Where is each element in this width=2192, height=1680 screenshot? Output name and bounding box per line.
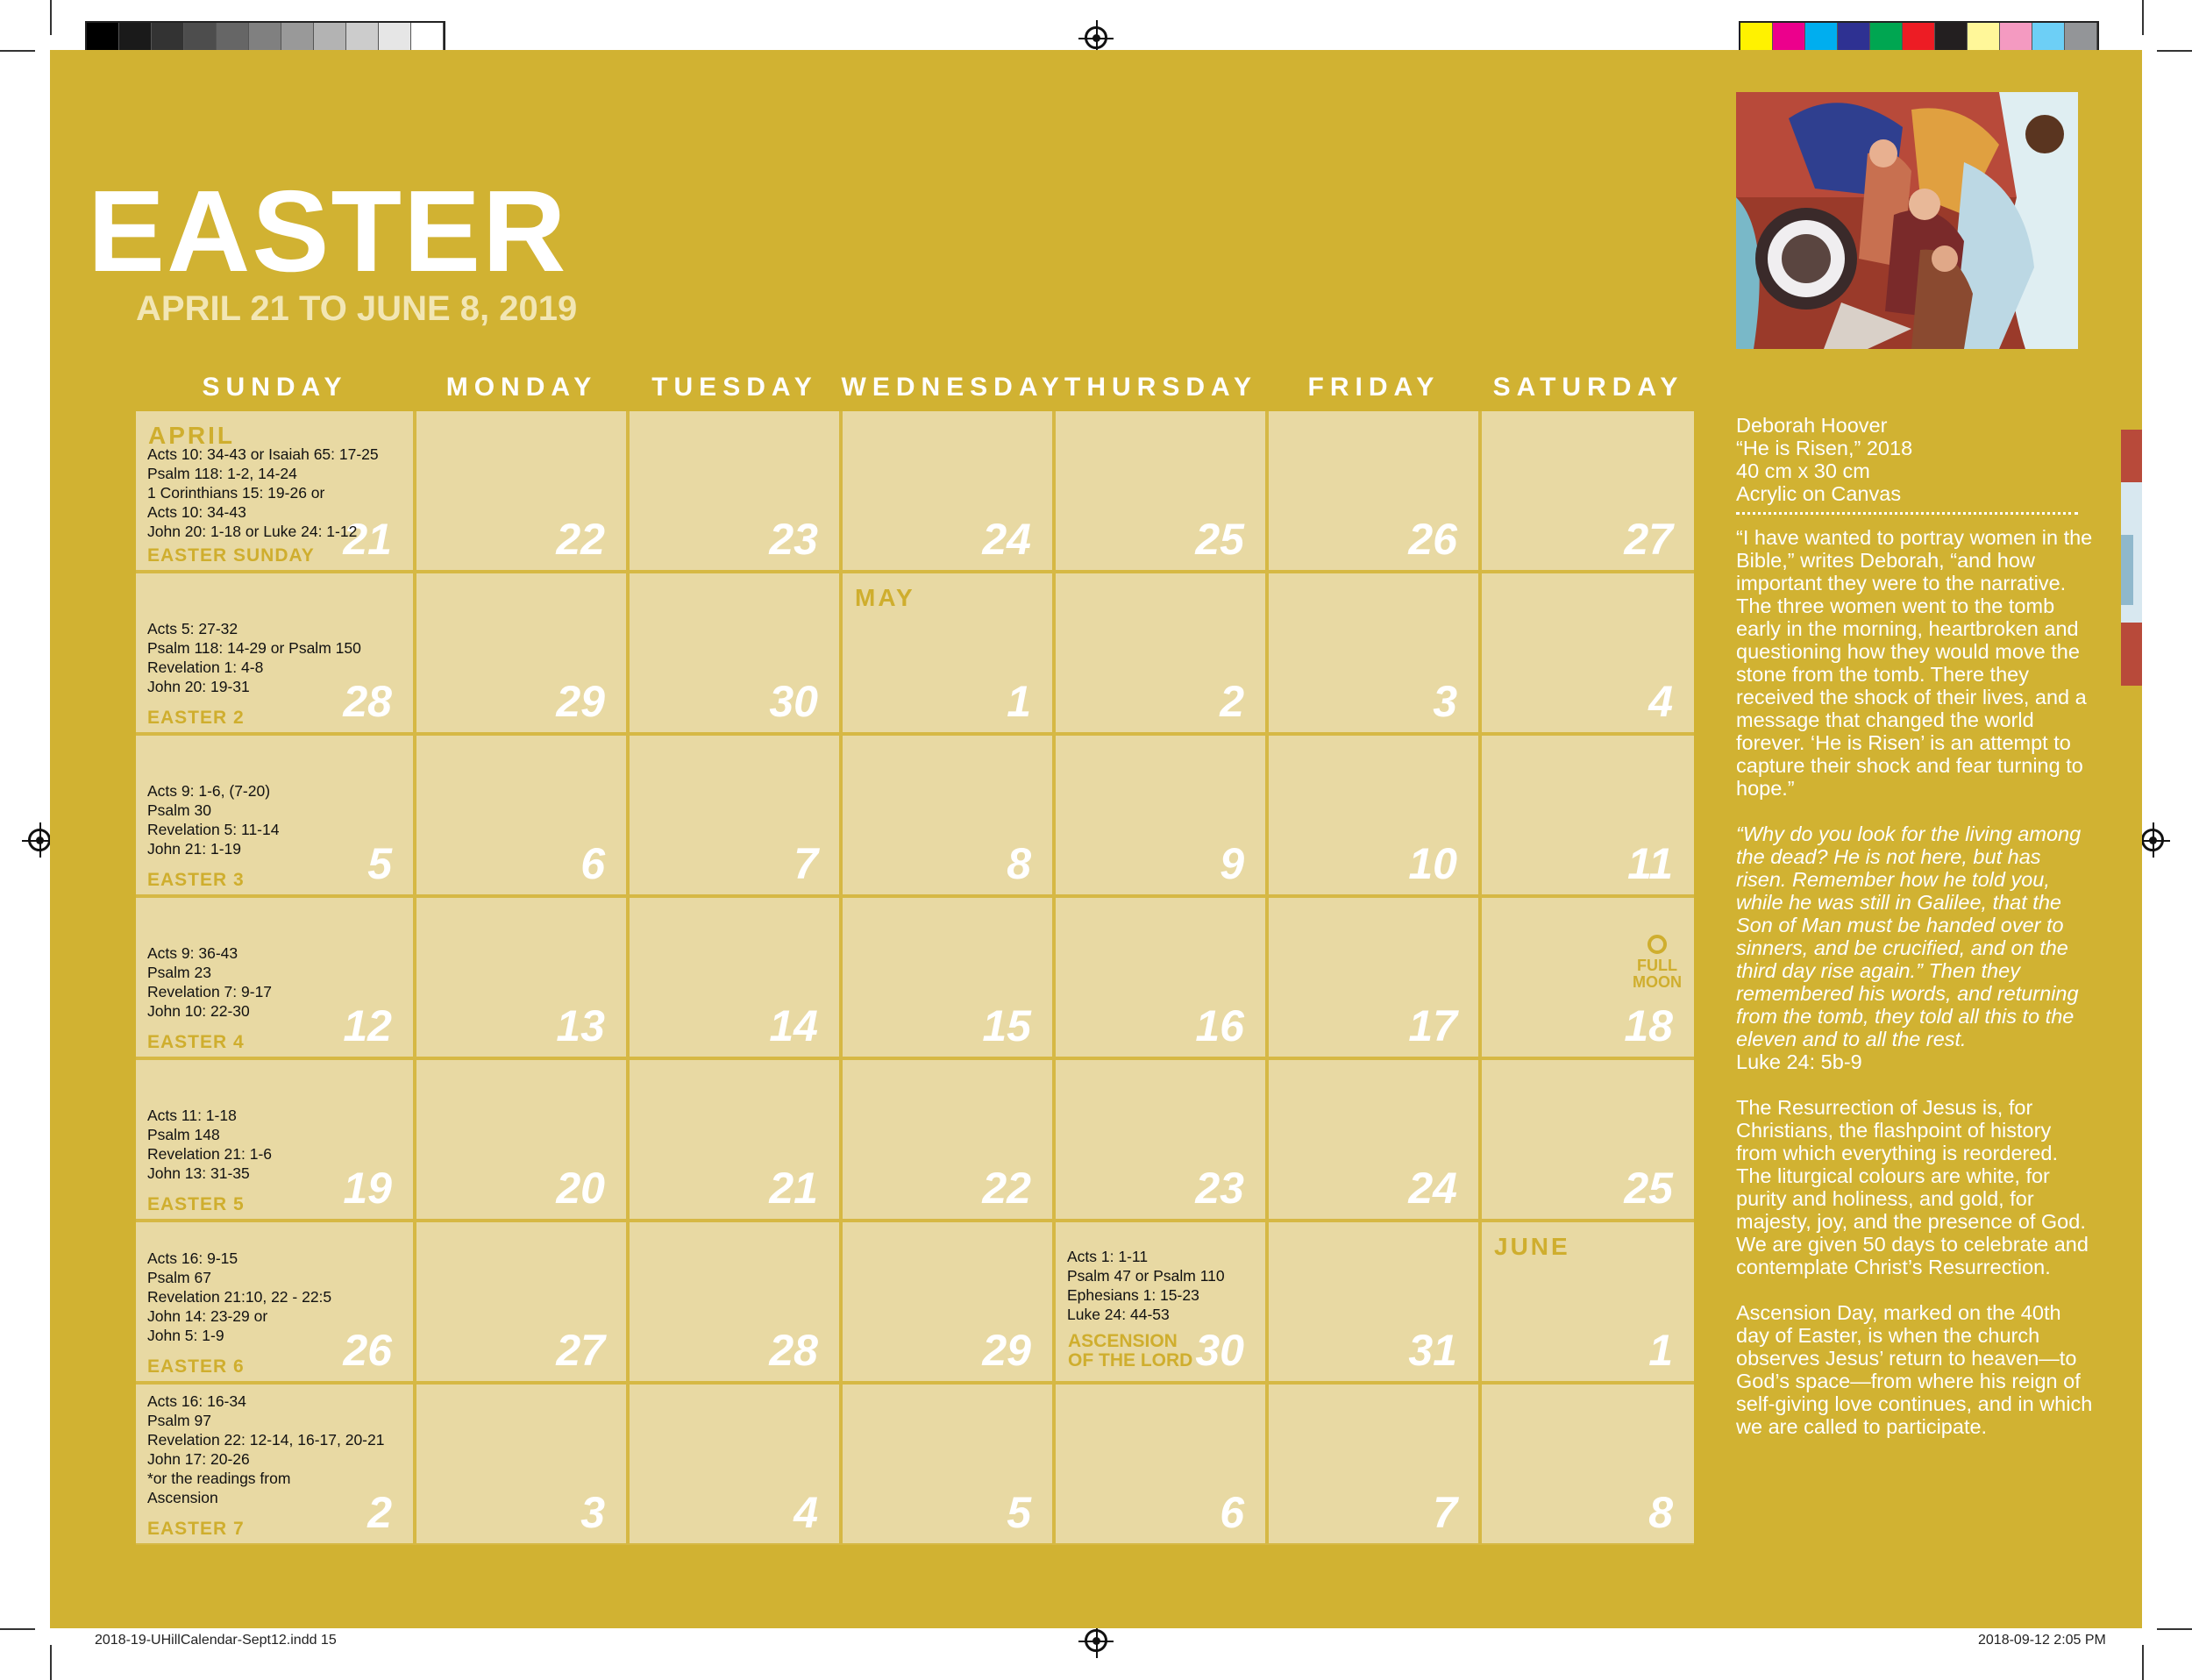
day-number: 7 — [794, 839, 818, 888]
color-swatch — [1773, 23, 1805, 53]
reading-line: Psalm 148 — [147, 1126, 220, 1143]
reading-line: John 17: 20-26 — [147, 1450, 250, 1468]
reading-line: John 5: 1-9 — [147, 1327, 224, 1344]
day-number: 6 — [580, 839, 605, 888]
sunday-label: EASTER 3 — [147, 870, 245, 890]
day-number: 28 — [343, 677, 392, 726]
weekday-header-friday: FRIDAY — [1307, 373, 1441, 402]
color-swatch — [1805, 23, 1838, 53]
day-number: 26 — [1408, 515, 1457, 564]
artwork-credit — [1736, 414, 2096, 505]
reading-line: Revelation 22: 12-14, 16-17, 20-21 — [147, 1431, 385, 1449]
registration-mark-icon — [1085, 26, 1107, 49]
reading-line: Acts 16: 9-15 — [147, 1249, 238, 1267]
sunday-cell — [136, 898, 413, 1057]
day-cell — [630, 736, 839, 894]
footer-timestamp: 2018-09-12 2:05 PM — [1978, 1633, 2106, 1648]
day-number: 30 — [1195, 1326, 1244, 1375]
day-cell — [1269, 1060, 1478, 1219]
reading-line: Acts 11: 1-18 — [147, 1107, 237, 1124]
artist-name: Deborah Hoover — [1736, 414, 1888, 437]
ascension-readings — [1067, 1247, 1225, 1324]
day-cell — [1056, 1385, 1265, 1543]
scripture-passage — [1736, 822, 2096, 1073]
full-moon-label-line2: MOON — [1633, 973, 1682, 991]
color-swatch — [1740, 23, 1773, 53]
adjacent-page-art-strip — [2121, 430, 2142, 686]
day-cell — [1269, 573, 1478, 732]
sunday-label: EASTER 6 — [147, 1356, 245, 1377]
registration-mark-icon — [28, 829, 51, 851]
color-swatch — [314, 23, 346, 53]
color-swatch — [1838, 23, 1870, 53]
day-cell — [1056, 1222, 1265, 1381]
reading-line: *or the readings from — [147, 1470, 291, 1487]
day-cell — [1482, 1385, 1694, 1543]
day-cell — [630, 411, 839, 570]
day-number: 10 — [1408, 839, 1457, 888]
lectionary-readings — [147, 781, 279, 858]
day-number: 16 — [1195, 1001, 1244, 1050]
color-swatch — [281, 23, 314, 53]
reading-line: John 14: 23-29 or — [147, 1307, 268, 1325]
crop-mark — [0, 50, 35, 52]
reading-line: Acts 10: 34-43 — [147, 503, 246, 521]
crop-mark — [0, 1628, 35, 1630]
reading-line: Ephesians 1: 15-23 — [1067, 1286, 1199, 1304]
crop-mark — [2142, 0, 2144, 35]
day-cell — [1482, 1222, 1694, 1381]
weekday-header-monday: MONDAY — [445, 373, 598, 402]
crop-mark — [2142, 1645, 2144, 1680]
day-number: 8 — [1007, 839, 1031, 888]
reading-line: Acts 16: 16-34 — [147, 1392, 246, 1410]
color-swatch — [2065, 23, 2097, 53]
ascension-label — [1068, 1332, 1192, 1370]
day-cell — [843, 736, 1052, 894]
calendar-grid — [136, 411, 1694, 1545]
reading-line: Acts 10: 34-43 or Isaiah 65: 17-25 — [147, 445, 379, 463]
day-cell — [1269, 1385, 1478, 1543]
day-cell — [416, 898, 626, 1057]
scripture-text: “Why do you look for the living among the dead? He is not here, but has risen. Remember how he told you, while he was still in Galilee, that the Son of Man must be handed over to sinners, and be crucified, and on the third day rise again.” Then they remembered his words, and returning from the tomb, they told all this to the eleven and to all the rest. — [1736, 822, 2082, 1050]
day-cell — [1056, 1060, 1265, 1219]
sunday-cell — [136, 736, 413, 894]
day-number: 19 — [343, 1164, 392, 1213]
sunday-label: EASTER SUNDAY — [147, 545, 315, 566]
color-swatch — [184, 23, 217, 53]
day-number: 12 — [343, 1001, 392, 1050]
day-cell — [1056, 573, 1265, 732]
weekday-header-wednesday: WEDNESDAY — [841, 373, 1065, 402]
weekday-header-sunday: SUNDAY — [202, 373, 348, 402]
day-number: 15 — [982, 1001, 1031, 1050]
crop-mark — [2157, 1628, 2192, 1630]
reading-line: Psalm 30 — [147, 801, 211, 819]
color-swatch — [217, 23, 249, 53]
artwork-title: “He is Risen,” 2018 — [1736, 437, 1913, 459]
day-number: 5 — [367, 839, 392, 888]
painting-image — [1736, 92, 2078, 349]
date-range-subtitle: APRIL 21 TO JUNE 8, 2019 — [136, 289, 578, 328]
lectionary-readings — [147, 943, 272, 1021]
day-number: 18 — [1624, 1001, 1673, 1050]
day-number: 24 — [982, 515, 1031, 564]
crop-mark — [50, 1645, 52, 1680]
lectionary-readings — [147, 1249, 331, 1345]
reading-line: Revelation 5: 11-14 — [147, 821, 280, 838]
color-swatch — [346, 23, 379, 53]
day-number: 14 — [769, 1001, 818, 1050]
day-number: 23 — [769, 515, 818, 564]
reading-line: Psalm 118: 1-2, 14-24 — [147, 465, 297, 482]
day-cell — [630, 898, 839, 1057]
day-number: 29 — [982, 1326, 1031, 1375]
day-cell — [1056, 411, 1265, 570]
day-cell — [1269, 411, 1478, 570]
full-moon-label-line1: FULL — [1637, 957, 1677, 974]
day-cell — [416, 736, 626, 894]
color-swatch — [411, 23, 444, 53]
reading-line: John 20: 19-31 — [147, 678, 250, 695]
sunday-label: EASTER 4 — [147, 1032, 245, 1052]
reading-line: John 10: 22-30 — [147, 1002, 250, 1020]
day-number: 6 — [1220, 1488, 1244, 1537]
reading-line: Psalm 23 — [147, 964, 211, 981]
resurrection-paragraph: The Resurrection of Jesus is, for Christians, the flashpoint of history from which everything is reordered. The liturgical colours are white, for purity and holiness, and gold, for majesty, joy, and the presence of God. We are given 50 days to celebrate and contemplate Christ’s Resurrection. — [1736, 1096, 2089, 1278]
day-number: 1 — [1648, 1326, 1673, 1375]
day-cell — [843, 573, 1052, 732]
weekday-header-thursday: THURSDAY — [1064, 373, 1257, 402]
day-cell — [416, 1385, 626, 1543]
color-swatch — [1870, 23, 1903, 53]
sunday-cell — [136, 573, 413, 732]
reading-line: Luke 24: 44-53 — [1067, 1306, 1170, 1323]
reading-line: Acts 9: 36-43 — [147, 944, 238, 962]
day-cell — [630, 1222, 839, 1381]
reading-line: Revelation 1: 4-8 — [147, 658, 264, 676]
lectionary-readings — [147, 445, 379, 541]
day-cell — [1056, 736, 1265, 894]
reading-line: Revelation 21:10, 22 - 22:5 — [147, 1288, 332, 1306]
lectionary-readings — [147, 1392, 384, 1507]
day-number: 13 — [556, 1001, 605, 1050]
sunday-label: EASTER 2 — [147, 708, 245, 728]
day-number: 30 — [769, 677, 818, 726]
month-label: APRIL — [148, 422, 235, 449]
day-cell — [416, 573, 626, 732]
color-swatch — [2000, 23, 2032, 53]
day-number: 7 — [1433, 1488, 1457, 1537]
ascension-label-line2: OF THE LORD — [1068, 1350, 1193, 1370]
reading-line: Psalm 97 — [147, 1412, 211, 1429]
day-number: 28 — [769, 1326, 818, 1375]
weekday-header-saturday: SATURDAY — [1492, 373, 1684, 402]
day-cell — [630, 573, 839, 732]
color-swatch — [249, 23, 281, 53]
color-swatch — [87, 23, 119, 53]
color-swatch — [119, 23, 152, 53]
color-swatch — [1903, 23, 1935, 53]
day-number: 4 — [1648, 677, 1673, 726]
reading-line: Psalm 118: 14-29 or Psalm 150 — [147, 639, 361, 657]
day-number: 5 — [1007, 1488, 1031, 1537]
day-number: 25 — [1195, 515, 1244, 564]
artwork-size: 40 cm x 30 cm — [1736, 459, 1870, 482]
page-title: EASTER — [88, 167, 568, 295]
day-number: 27 — [1624, 515, 1673, 564]
sunday-label: EASTER 7 — [147, 1519, 245, 1539]
reading-line: Acts 9: 1-6, (7-20) — [147, 782, 271, 800]
full-moon-icon — [1648, 935, 1667, 954]
day-number: 3 — [580, 1488, 605, 1537]
color-swatch — [1968, 23, 2000, 53]
color-swatch — [152, 23, 184, 53]
sunday-cell — [136, 1060, 413, 1219]
day-cell — [1482, 898, 1694, 1057]
day-number: 11 — [1627, 839, 1673, 888]
day-cell — [416, 411, 626, 570]
reading-line: Acts 1: 1-11 — [1067, 1248, 1149, 1265]
color-swatch — [379, 23, 411, 53]
day-number: 3 — [1433, 677, 1457, 726]
month-label: MAY — [855, 584, 915, 611]
artist-quote: “I have wanted to portray women in the Bible,” writes Deborah, “and how important they were to the narrative. The three women went to the tomb early in the morning, heartbroken and questioning how they would move the stone from the tomb. There they received the shock of their lives, and a message that changed the world forever. ‘He is Risen’ is an attempt to capture their shock and fear turning to hope.” — [1736, 526, 2093, 800]
day-number: 29 — [556, 677, 605, 726]
ascension-label-line1: ASCENSION — [1068, 1331, 1178, 1351]
sunday-cell — [136, 1222, 413, 1381]
day-cell — [416, 1060, 626, 1219]
day-cell — [1269, 1222, 1478, 1381]
day-cell — [1482, 736, 1694, 894]
sidebar-text — [1736, 526, 2096, 1461]
day-number: 24 — [1408, 1164, 1457, 1213]
day-number: 26 — [343, 1326, 392, 1375]
day-cell — [416, 1222, 626, 1381]
day-number: 21 — [343, 515, 392, 564]
registration-mark-icon — [1085, 1629, 1107, 1652]
lectionary-readings — [147, 619, 361, 696]
footer-file-info: 2018-19-UHillCalendar-Sept12.indd 15 — [95, 1633, 337, 1648]
day-number: 2 — [367, 1488, 392, 1537]
day-number: 22 — [982, 1164, 1031, 1213]
day-number: 22 — [556, 515, 605, 564]
reading-line: Revelation 7: 9-17 — [147, 983, 273, 1000]
reading-line: Revelation 21: 1-6 — [147, 1145, 273, 1163]
reading-line: John 13: 31-35 — [147, 1164, 250, 1182]
day-number: 21 — [769, 1164, 818, 1213]
crop-mark — [50, 0, 52, 35]
day-cell — [1056, 898, 1265, 1057]
day-number: 20 — [556, 1164, 605, 1213]
sunday-cell — [136, 1385, 413, 1543]
full-moon-marker — [1633, 935, 1682, 991]
crop-mark — [2157, 50, 2192, 52]
reading-line: Acts 5: 27-32 — [147, 620, 238, 637]
day-number: 27 — [556, 1326, 605, 1375]
day-cell — [843, 411, 1052, 570]
lectionary-readings — [147, 1106, 272, 1183]
reading-line: Ascension — [147, 1489, 218, 1506]
day-number: 25 — [1624, 1164, 1673, 1213]
day-cell — [1482, 573, 1694, 732]
ascension-paragraph: Ascension Day, marked on the 40th day of Easter, is when the church observes Jesus’ return to heaven—to God’s space—from where his reign of self-giving love continues, and in which we are called to participate. — [1736, 1301, 2093, 1438]
day-cell — [843, 898, 1052, 1057]
registration-mark-icon — [2141, 829, 2164, 851]
color-swatch — [1935, 23, 1968, 53]
scripture-reference: Luke 24: 5b-9 — [1736, 1050, 1862, 1073]
reading-line: John 21: 1-19 — [147, 840, 242, 858]
reading-line: Psalm 47 or Psalm 110 — [1067, 1267, 1225, 1285]
weekday-header-tuesday: TUESDAY — [651, 373, 818, 402]
day-number: 8 — [1648, 1488, 1673, 1537]
day-number: 4 — [794, 1488, 818, 1537]
day-cell — [1482, 1060, 1694, 1219]
day-cell — [630, 1385, 839, 1543]
reading-line: 1 Corinthians 15: 19-26 or — [147, 484, 325, 502]
color-swatch — [2032, 23, 2065, 53]
month-label: JUNE — [1494, 1233, 1570, 1260]
day-number: 23 — [1195, 1164, 1244, 1213]
day-cell — [1269, 736, 1478, 894]
day-number: 9 — [1220, 839, 1244, 888]
day-number: 2 — [1220, 677, 1244, 726]
day-number: 17 — [1408, 1001, 1457, 1050]
sunday-cell — [136, 411, 413, 570]
day-cell — [843, 1222, 1052, 1381]
day-cell — [630, 1060, 839, 1219]
artwork-medium: Acrylic on Canvas — [1736, 482, 1902, 505]
day-number: 31 — [1408, 1326, 1457, 1375]
sunday-label: EASTER 5 — [147, 1194, 245, 1214]
reading-line: Psalm 67 — [147, 1269, 211, 1286]
reading-line: John 20: 1-18 or Luke 24: 1-12 — [147, 523, 358, 540]
day-number: 1 — [1007, 677, 1031, 726]
day-cell — [1269, 898, 1478, 1057]
day-cell — [1482, 411, 1694, 570]
day-cell — [843, 1060, 1052, 1219]
day-cell — [843, 1385, 1052, 1543]
dotted-divider — [1736, 512, 2078, 515]
